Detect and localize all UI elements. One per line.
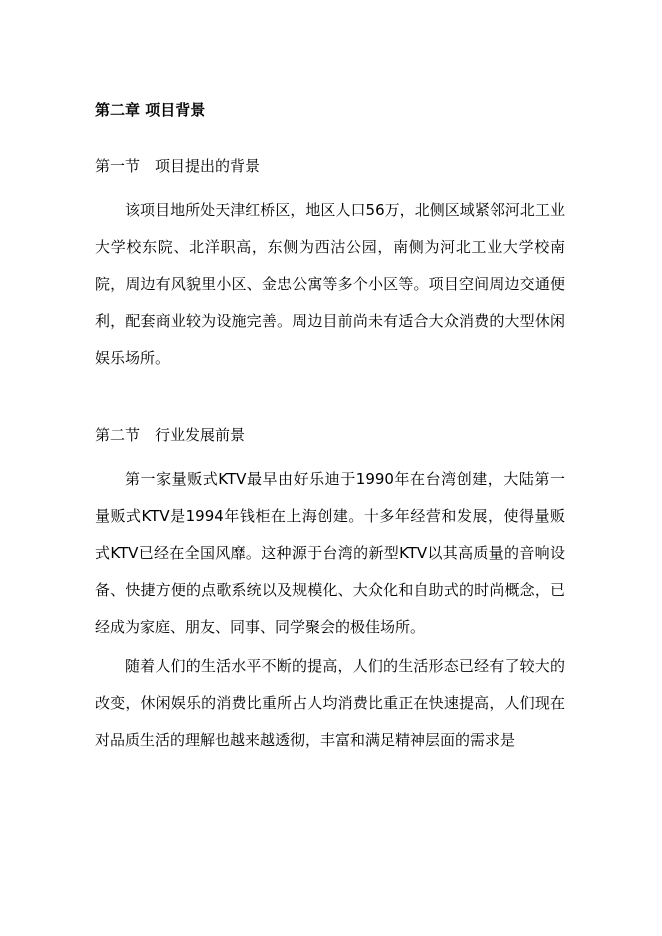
chapter-title: 第二章 项目背景 (95, 101, 206, 119)
paragraph-project-location: 该项目地所处天津红桥区，地区人口56万，北侧区域紧邻河北工业大学校东院、北洋职高，东侧为西沽公园，南侧为河北工业大学校南院，周边有风貌里小区、金忠公寓等多个小区等。项目空间周边交通便利，配套商业较为设施完善。周边目前尚未有适合大众消费的大型休闲娱乐场所。 (95, 201, 565, 367)
document-body (95, 100, 565, 759)
paragraph-living-standards: 随着人们的生活水平不断的提高，人们的生活形态已经有了较大的改变，休闲娱乐的消费比重所占人均消费比重正在快速提高，人们现在对品质生活的理解也越来越透彻，丰富和满足精神层面的需求是 (95, 657, 565, 749)
section-title-industry-outlook: 第二节 行业发展前景 (95, 426, 246, 444)
paragraph-ktv-history: 第一家量贩式KTV最早由好乐迪于1990年在台湾创建，大陆第一量贩式KTV是1994年钱柜在上海创建。十多年经营和发展，使得量贩式KTV已经在全国风靡。这种源于台湾的新型KTV以其高质量的音响设备、快捷方便的点歌系统以及规模化、大众化和自助式的时尚概念，已经成为家庭、朋友、同事、同学聚会的极佳场所。 (95, 470, 565, 636)
section-title-project-background: 第一节 项目提出的背景 (95, 157, 261, 175)
